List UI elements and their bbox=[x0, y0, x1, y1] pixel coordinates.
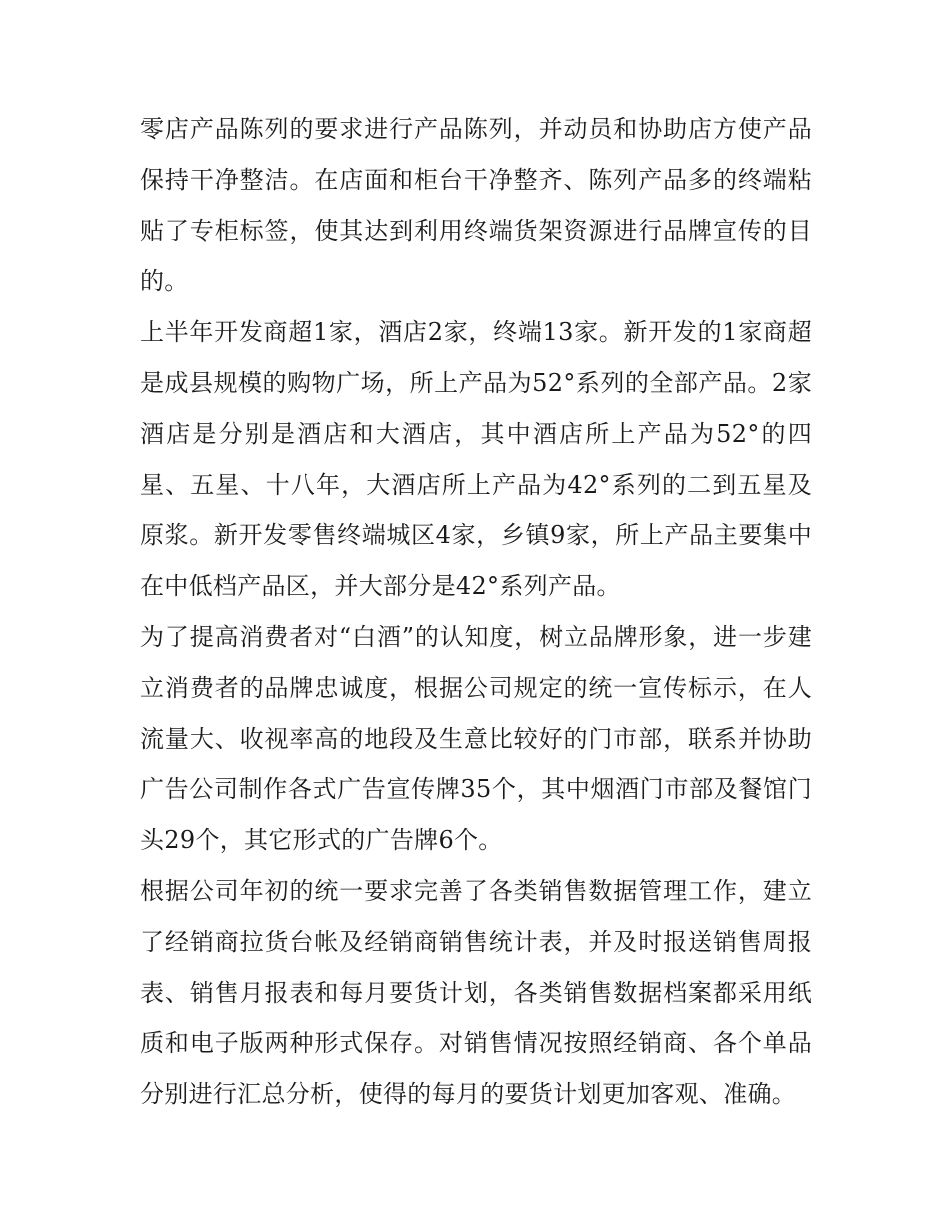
paragraph-product-display: 零店产品陈列的要求进行产品陈列，并动员和协助店方使产品保持干净整洁。在店面和柜台干净整齐、陈列产品多的终端粘贴了专柜标签，使其达到利用终端货架资源进行品牌宣传的目的。 bbox=[140, 115, 812, 296]
paragraph-sales-data-management: 根据公司年初的统一要求完善了各类销售数据管理工作，建立了经销商拉货台帐及经销商销售统计表，并及时报送销售周报表、销售月报表和每月要货计划，各类销售数据档案都采用纸质和电子版两种形式保存。对销售情况按照经销商、各个单品分别进行汇总分析，使得的每月的要货计划更加客观、准确。 bbox=[140, 876, 812, 1109]
paragraph-new-outlets: 上半年开发商超1家，酒店2家，终端13家。新开发的1家商超是成县规模的购物广场，所上产品为52°系列的全部产品。2家酒店是分别是酒店和大酒店，其中酒店所上产品为52°的四星、五星、十八年，大酒店所上产品为42°系列的二到五星及原浆。新开发零售终端城区4家，乡镇9家，所上产品主要集中在中低档产品区，并大部分是42°系列产品。 bbox=[140, 318, 812, 601]
paragraph-brand-advertising: 为了提高消费者对“白酒”的认知度，树立品牌形象，进一步建立消费者的品牌忠诚度，根据公司规定的统一宣传标示，在人流量大、收视率高的地段及生意比较好的门市部，联系并协助广告公司制作各式广告宣传牌35个，其中烟酒门市部及餐馆门头29个，其它形式的广告牌6个。 bbox=[140, 622, 812, 855]
document-body bbox=[140, 104, 812, 1120]
